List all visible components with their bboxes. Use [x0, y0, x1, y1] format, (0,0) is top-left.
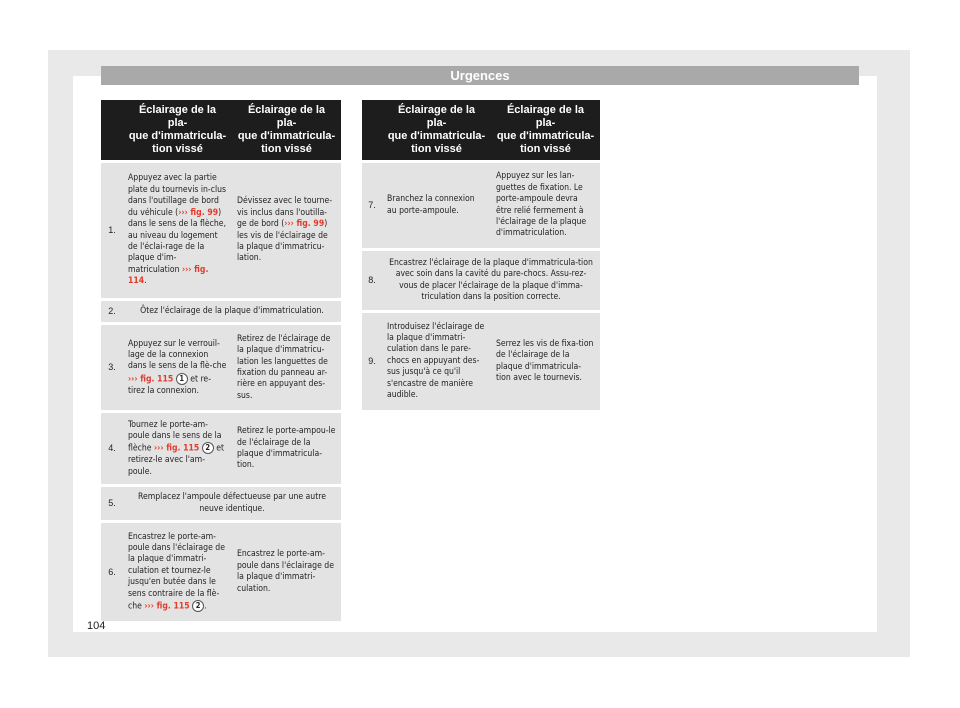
- step-9-col-2: Serrez les vis de fixa-tion de l'éclairage de la plaque d'immatricula-tion avec le tournevis.: [491, 313, 600, 410]
- table-row: [362, 163, 600, 248]
- step-number: 4.: [101, 413, 123, 484]
- step-7-col-1: Branchez la connexion au porte-ampoule.: [382, 163, 491, 248]
- step-7-col-2: Appuyez sur les lan-guettes de fixation. Le porte-ampoule devra être relié fermement à l'éclairage de la plaque d'immatriculation.: [491, 163, 600, 248]
- header-column-1: Éclairage de la pla- que d'immatricula- tion vissé: [382, 100, 491, 160]
- step-5-text: Remplacez l'ampoule défectueuse par une autre neuve identique.: [123, 487, 341, 520]
- table-header-row: [362, 100, 600, 160]
- table-row: [101, 523, 341, 621]
- step-6-col-2: Encastrez le porte-am-poule dans l'éclairage de la plaque d'immatri-culation.: [232, 523, 341, 621]
- figure-link[interactable]: ››› fig. 99: [178, 207, 219, 218]
- table-row: [101, 413, 341, 484]
- step-1-col-2: Dévissez avec le tourne-vis inclus dans l'outilla-ge de bord (››› fig. 99) les vis de l'éclairage de la plaque d'immatricu-lation.: [232, 163, 341, 298]
- figure-link[interactable]: ››› fig. 99: [284, 219, 325, 230]
- callout-number-icon: 1: [176, 373, 188, 385]
- step-4-col-1: Tournez le porte-am-poule dans le sens de la flèche ››› fig. 115 2 et retirez-le avec l'am-poule.: [123, 413, 232, 484]
- step-4-col-2: Retirez le porte-ampou-le de l'éclairage de la plaque d'immatricula-tion.: [232, 413, 341, 484]
- table-header-row: [101, 100, 341, 160]
- table-row: [362, 313, 600, 410]
- step-8-text: Encastrez l'éclairage de la plaque d'immatricula-tion avec soin dans la cavité du pare-chocs. Assu-rez-vous de placer l'éclairage de la plaque d'imma-triculation dans la position correcte.: [382, 251, 600, 310]
- step-number: 7.: [362, 163, 382, 248]
- table-row: [101, 325, 341, 410]
- section-header: Urgences: [101, 66, 859, 85]
- step-6-col-1: Encastrez le porte-am-poule dans l'éclairage de la plaque d'immatri-culation et tournez-le jusqu'en butée dans le sens contraire de la flè-che ››› fig. 115 2 .: [123, 523, 232, 621]
- step-9-col-1: Introduisez l'éclairage de la plaque d'immatri-culation dans le pare-chocs en appuyant des-sus jusqu'à ce qu'il s'encastre de manière audible.: [382, 313, 491, 410]
- step-3-col-2: Retirez de l'éclairage de la plaque d'immatricu-lation les languettes de fixation du panneau ar-rière en appuyant des-sus.: [232, 325, 341, 410]
- header-step-column: [101, 100, 123, 160]
- step-1-col-1: Appuyez avec la partie plate du tournevis in-clus dans l'outillage de bord du véhicule (››› fig. 99) dans le sens de la flèche, au niveau du logement de l'éclai-rage de la plaque d'im-matriculation ››› fig. 114.: [123, 163, 232, 298]
- callout-number-icon: 2: [202, 442, 214, 454]
- step-number: 3.: [101, 325, 123, 410]
- step-number: 5.: [101, 487, 123, 520]
- table-row: [101, 487, 341, 520]
- step-number: 1.: [101, 163, 123, 298]
- header-column-2: Éclairage de la pla- que d'immatricula- tion vissé: [491, 100, 600, 160]
- left-steps-table: [101, 97, 341, 624]
- step-number: 9.: [362, 313, 382, 410]
- header-column-1: Éclairage de la pla- que d'immatricula- tion vissé: [123, 100, 232, 160]
- step-2-text: Ôtez l'éclairage de la plaque d'immatriculation.: [123, 301, 341, 322]
- right-steps-table: [362, 97, 600, 413]
- table-row: [101, 163, 341, 298]
- callout-number-icon: 2: [192, 600, 204, 612]
- step-3-col-1: Appuyez sur le verrouil-lage de la connexion dans le sens de la flè-che ››› fig. 115 1 et re-tirez la connexion.: [123, 325, 232, 410]
- step-number: 6.: [101, 523, 123, 621]
- figure-link[interactable]: ››› fig. 114: [128, 264, 209, 287]
- table-row: [101, 301, 341, 322]
- figure-link[interactable]: ››› fig. 115: [154, 443, 200, 454]
- header-column-2: Éclairage de la pla- que d'immatricula- tion vissé: [232, 100, 341, 160]
- header-step-column: [362, 100, 382, 160]
- figure-link[interactable]: ››› fig. 115: [144, 601, 190, 612]
- page-number: 104: [87, 620, 106, 632]
- table-row: [362, 251, 600, 310]
- step-number: 2.: [101, 301, 123, 322]
- figure-link[interactable]: ››› fig. 115: [128, 374, 174, 385]
- step-number: 8.: [362, 251, 382, 310]
